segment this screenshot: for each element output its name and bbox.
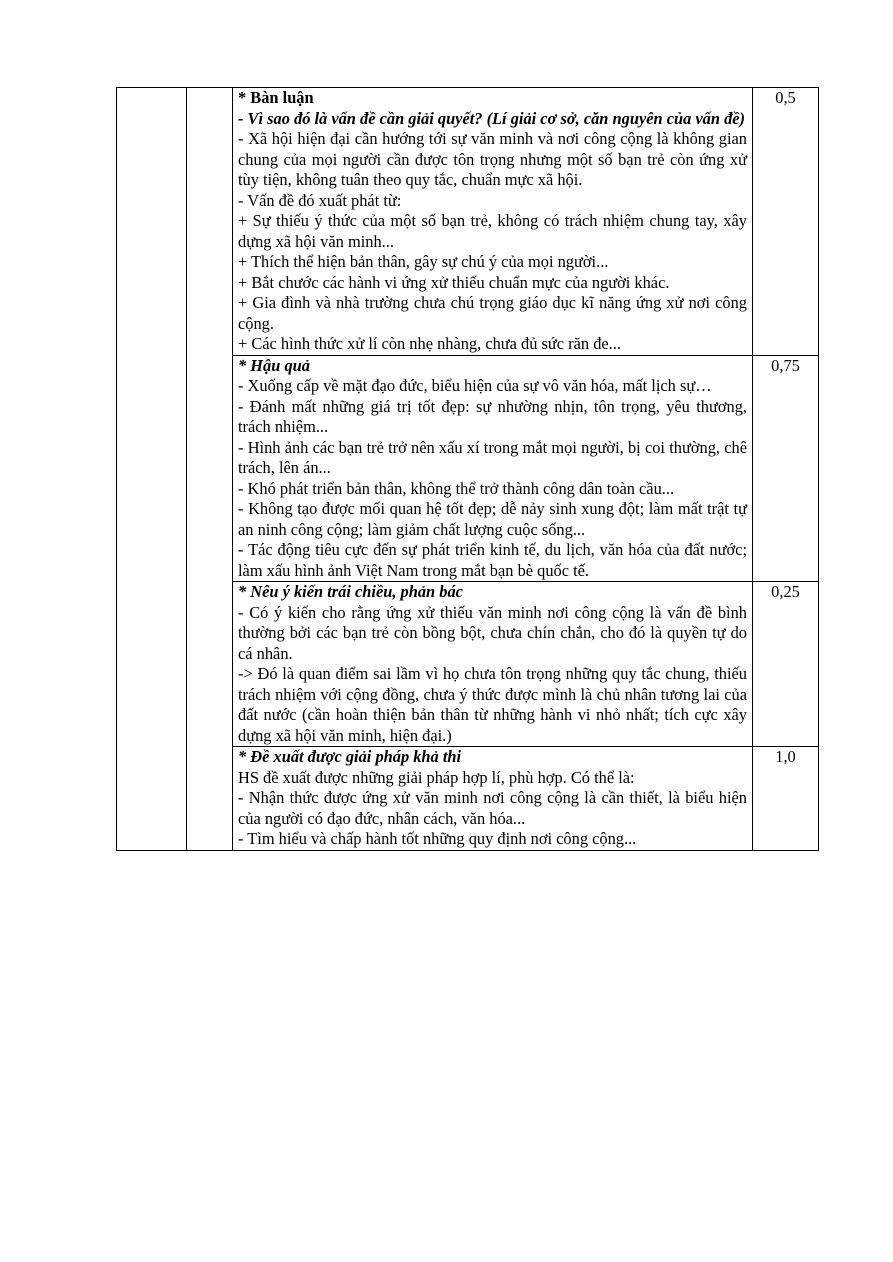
content-line: - Khó phát triển bản thân, không thể trở thành công dân toàn cầu... [238, 478, 675, 498]
content-line: - Tìm hiểu và chấp hành tốt những quy định nơi công cộng... [238, 829, 637, 848]
section-heading: * Đề xuất được giải pháp khả thi [238, 747, 462, 766]
section-subheading: - Vì sao đó là vấn đề cần giải quyết? (Lí giải cơ sở, căn nguyên của vấn đề) [238, 108, 746, 128]
content-cell-discussion [233, 88, 753, 356]
content-line: - Có ý kiến cho rằng ứng xử thiếu văn minh nơi công cộng là vấn đề bình thường bởi các bạn trẻ còn bồng bột, chưa chín chắn, cho đó là quyền tự do cá nhân. [238, 602, 747, 663]
content-line: + Bắt chước các hành vi ứng xử thiếu chuẩn mực của người khác. [238, 272, 670, 292]
table-row [117, 88, 819, 356]
empty-cell-part [187, 88, 233, 851]
grading-table [116, 87, 819, 851]
content-line: - Xã hội hiện đại cần hướng tới sự văn minh và nơi công cộng là không gian chung của mọi người cần được tôn trọng nhưng một số bạn trẻ còn ứng xử tùy tiện, không tuân theo quy tắc, chuẩn mực xã hội. [238, 129, 747, 189]
content-line: - Đánh mất những giá trị tốt đẹp: sự nhường nhịn, tôn trọng, yêu thương, trách nhiệm... [238, 396, 747, 436]
content-line: + Gia đình và nhà trường chưa chú trọng giáo dục kĩ năng ứng xử nơi công cộng. [238, 293, 747, 333]
content-line: + Các hình thức xử lí còn nhẹ nhàng, chưa đủ sức răn đe... [238, 334, 621, 353]
content-line: + Thích thể hiện bản thân, gây sự chú ý của mọi người... [238, 252, 609, 271]
score-cell: 0,75 [753, 355, 819, 582]
section-heading: * Hậu quả [238, 355, 310, 375]
content-cell-solutions [233, 747, 753, 851]
content-line: - Xuống cấp về mặt đạo đức, biểu hiện của sự vô văn hóa, mất lịch sự… [238, 376, 712, 395]
score-cell: 0,25 [753, 582, 819, 747]
section-heading: * Nêu ý kiến trái chiều, phản bác [238, 582, 463, 601]
content-line: -> Đó là quan điểm sai lầm vì họ chưa tôn trọng những quy tắc chung, thiếu trách nhiệm với cộng đồng, chưa ý thức được mình là chủ nhân tương lai của đất nước (cần hoàn thiện bản thân từ những hành vi nhỏ nhất; tích cực xây dựng xã hội văn minh, hiện đại.) [238, 664, 747, 745]
section-heading: * Bàn luận [238, 88, 314, 107]
content-line: - Nhận thức được ứng xử văn minh nơi công cộng là cần thiết, là biểu hiện của người có đạo đức, nhân cách, văn hóa... [238, 788, 747, 828]
content-line: - Tác động tiêu cực đến sự phát triển kinh tế, du lịch, văn hóa của đất nước; làm xấu hình ảnh Việt Nam trong mắt bạn bè quốc tế. [238, 540, 747, 580]
content-line: - Không tạo được mối quan hệ tốt đẹp; dễ nảy sinh xung đột; làm mất trật tự an ninh công cộng; làm giảm chất lượng cuộc sống... [238, 499, 747, 539]
content-line: + Sự thiếu ý thức của một số bạn trẻ, không có trách nhiệm chung tay, xây dựng xã hội văn minh... [238, 211, 747, 251]
score-cell: 0,5 [753, 88, 819, 356]
content-cell-consequences [233, 355, 753, 582]
empty-cell-question [117, 88, 187, 851]
content-line: - Vấn đề đó xuất phát từ: [238, 190, 402, 210]
content-line: HS đề xuất được những giải pháp hợp lí, phù hợp. Có thể là: [238, 767, 635, 787]
score-cell: 1,0 [753, 747, 819, 851]
content-cell-counterargument [233, 582, 753, 747]
content-line: - Hình ảnh các bạn trẻ trở nên xấu xí trong mắt mọi người, bị coi thường, chê trách, lên án... [238, 437, 747, 477]
